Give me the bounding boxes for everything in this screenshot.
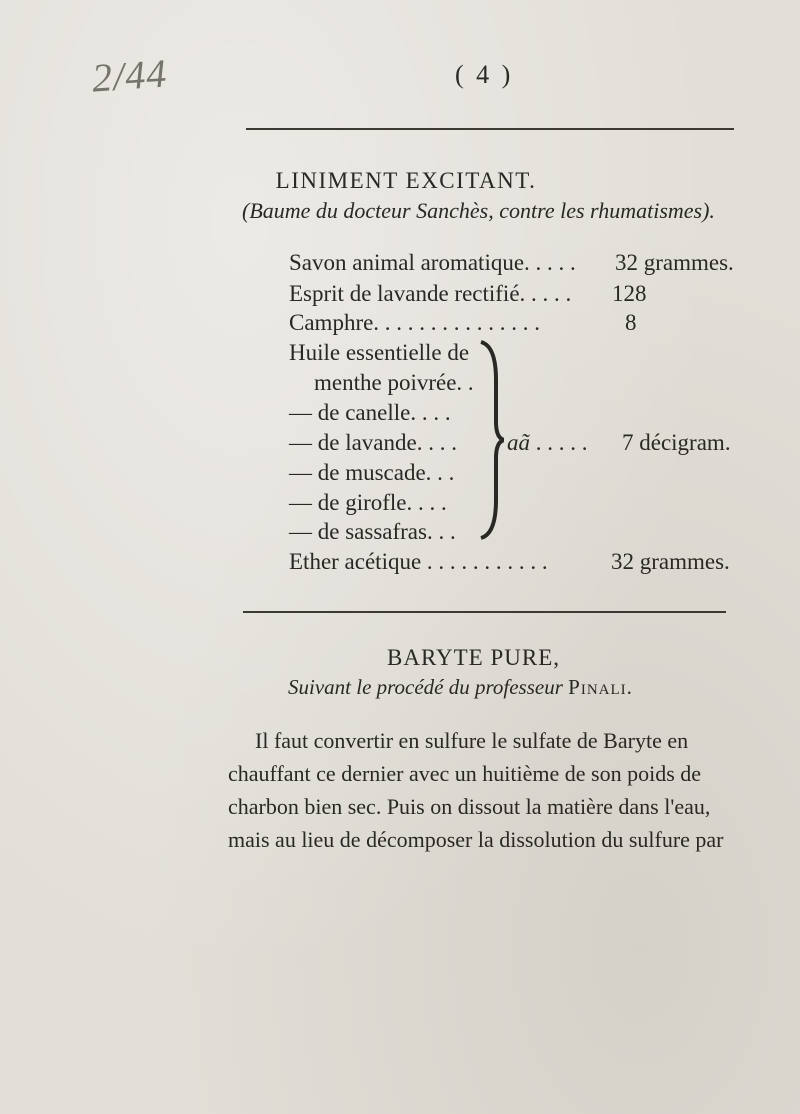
ingredient-camphre-qty: 8: [625, 310, 637, 335]
ingredient-ether: Ether acétique . . . . . . . . . . .: [289, 549, 548, 574]
ingredient-sassafras: — de sassafras. . .: [289, 519, 456, 544]
paragraph-line-1: Il faut convertir en sulfure le sulfate de Baryte en: [255, 728, 689, 753]
section2-subtitle: [288, 675, 633, 700]
header-rule: [246, 128, 734, 130]
aa-abbreviation: aã: [507, 430, 530, 455]
handwritten-note: 2/44: [90, 50, 169, 101]
ingredient-ether-qty: 32 grammes.: [611, 549, 730, 574]
ingredient-camphre: Camphre. . . . . . . . . . . . . . .: [289, 310, 541, 335]
ingredient-savon-qty: 32 grammes.: [615, 250, 734, 275]
ingredient-girofle: — de girofle. . . .: [289, 490, 447, 515]
ingredient-lavande: — de lavande. . . .: [289, 430, 457, 455]
brace-icon: [478, 340, 504, 540]
aa-dots: . . . . .: [530, 430, 588, 455]
ingredient-muscade: — de muscade. . .: [289, 460, 455, 485]
page-number: ( 4 ): [455, 60, 514, 89]
paragraph-line-4: mais au lieu de décomposer la dissolution du sulfure par: [228, 827, 724, 852]
section2-subtitle-text: Suivant le procédé du professeur: [288, 675, 569, 699]
grouped-qty: 7 décigram.: [622, 430, 731, 455]
recipe-subtitle: (Baume du docteur Sanchès, contre les rhumatismes).: [242, 198, 715, 223]
ingredient-canelle: — de canelle. . . .: [289, 400, 451, 425]
section2-author: Pinali.: [568, 675, 633, 699]
recipe-title: LINIMENT EXCITANT.: [275, 168, 537, 193]
section-divider: [243, 611, 726, 613]
grouped-aa-label: [507, 430, 588, 456]
ingredient-menthe: menthe poivrée. .: [314, 370, 474, 395]
ingredient-savon: Savon animal aromatique. . . . .: [289, 250, 576, 275]
ingredient-esprit-lavande-qty: 128: [612, 281, 647, 306]
paragraph-line-2: chauffant ce dernier avec un huitième de son poids de: [228, 761, 702, 786]
ingredient-huile: Huile essentielle de: [289, 340, 470, 365]
ingredient-esprit-lavande: Esprit de lavande rectifié. . . . .: [289, 281, 572, 306]
section2-title: BARYTE PURE,: [387, 645, 561, 670]
paragraph-line-3: charbon bien sec. Puis on dissout la matière dans l'eau,: [228, 794, 711, 819]
